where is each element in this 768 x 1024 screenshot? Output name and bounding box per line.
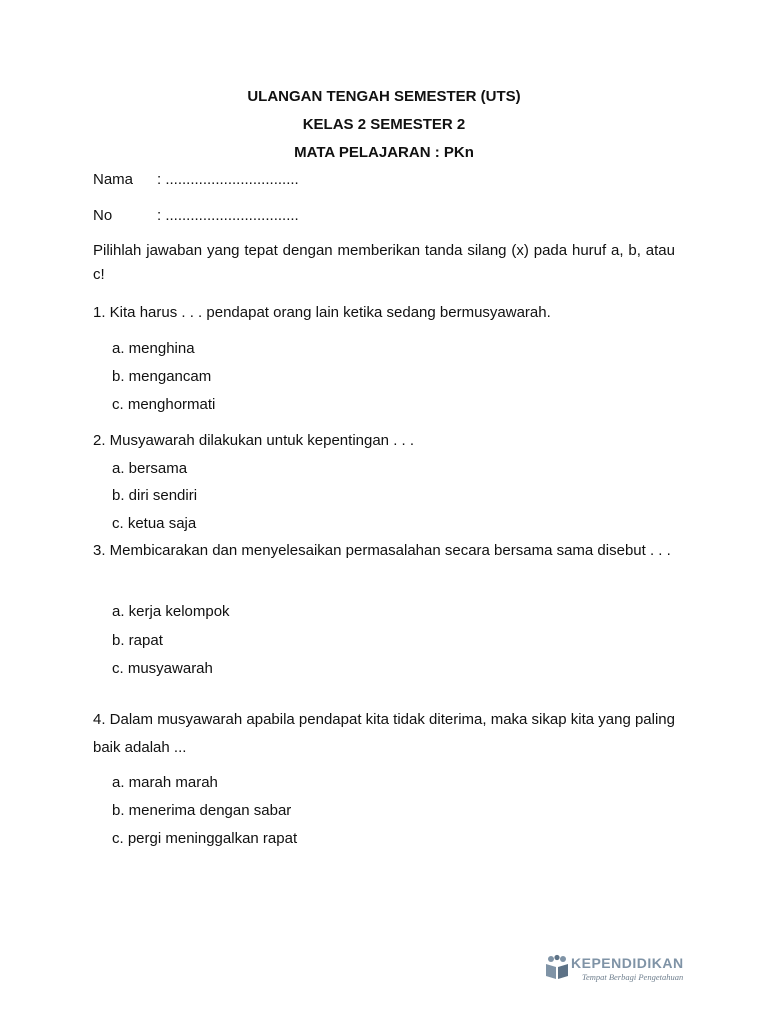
question-1-option-a: a. menghina — [112, 340, 195, 357]
question-3: 3. Membicarakan dan menyelesaikan permasalahan secara bersama sama disebut . . . — [93, 542, 671, 559]
instructions: Pilihlah jawaban yang tepat dengan memberikan tanda silang (x) pada huruf a, b, atau c! — [93, 242, 675, 283]
number-blank: : ................................ — [157, 207, 299, 224]
name-blank: : ................................ — [157, 171, 299, 188]
logo-title: KEPENDIDIKAN — [571, 955, 684, 971]
logo-tagline: Tempat Berbagi Pengetahuan — [582, 972, 684, 982]
people-book-icon — [544, 954, 570, 980]
question-1-option-b: b. mengancam — [112, 368, 212, 385]
question-1-option-c: c. menghormati — [112, 396, 216, 413]
question-3-option-b: b. rapat — [112, 632, 163, 649]
question-2: 2. Musyawarah dilakukan untuk kepentingan . . . — [93, 432, 415, 449]
number-label: No — [93, 207, 113, 224]
question-3-option-c: c. musyawarah — [112, 660, 213, 677]
question-4-option-b: b. menerima dengan sabar — [112, 802, 292, 819]
question-2-option-c: c. ketua saja — [112, 515, 197, 532]
question-4-option-a: a. marah marah — [112, 774, 218, 791]
class-semester: KELAS 2 SEMESTER 2 — [302, 116, 466, 133]
question-2-option-a: a. bersama — [112, 460, 188, 477]
question-4: 4. Dalam musyawarah apabila pendapat kita tidak diterima, maka sikap kita yang paling baik adalah ... — [93, 711, 675, 756]
kependidikan-logo — [544, 954, 684, 988]
question-4-option-c: c. pergi meninggalkan rapat — [112, 830, 298, 847]
question-1: 1. Kita harus . . . pendapat orang lain ketika sedang bermusyawarah. — [93, 304, 551, 321]
question-3-option-a: a. kerja kelompok — [112, 603, 230, 620]
name-label: Nama — [93, 171, 134, 188]
exam-title: ULANGAN TENGAH SEMESTER (UTS) — [247, 88, 521, 105]
subject-title: MATA PELAJARAN : PKn — [294, 144, 474, 161]
question-2-option-b: b. diri sendiri — [112, 487, 198, 504]
